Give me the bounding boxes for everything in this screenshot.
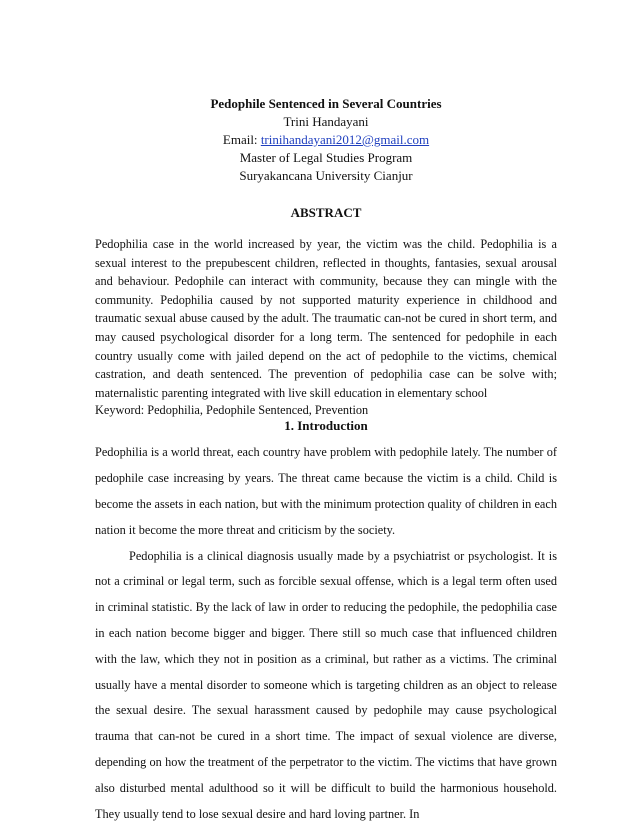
paper-title: Pedophile Sentenced in Several Countries [210,96,442,111]
affiliation-university: Suryakancana University Cianjur [239,168,413,183]
introduction-heading: 1. Introduction [284,418,368,434]
email-label: Email: [222,132,261,147]
author-name: Trini Handayani [283,114,369,129]
introduction-paragraph-2: Pedophilia is a clinical diagnosis usually made by a psychiatrist or psychologist. It is not a criminal or legal term, such as forcible sexual offense, which is a legal term often used in criminal statistic. By the lack of law in order to reducing the pedophile, the pedophilia case in each nation become bigger and bigger. There still so much case that influenced children with the law, which they not in position as a criminal, but rather as a victims. The criminal usually have a mental disorder to someone which is targeting children as an object to release the sexual desire. The sexual harassment caused by pedophile may cause psychological trauma that can-not be cured in a short time. The impact of sexual violence are diverse, depending on how the treatment of the perpetrator to the victim. The victims that have grown also disturbed mental adulthood so it will be difficult to build the harmonious household. They usually tend to lose sexual desire and hard loving partner. In [95,548,557,821]
abstract-body: Pedophilia case in the world increased by year, the victim was the child. Pedophilia is a sexual interest to the prepubescent children, reflected in thoughts, fantasies, sexual arousal and behaviour. Pedophile can interact with community, because they can mingle with the community. Pedophilia caused by not supported maturity experience in childhood and traumatic sexual abuse caused by the adult. The traumatic can-not be cured in short term, and may caused psychological disorder for a long term. The sentenced for pedophile in each country usually come with jailed depend on the act of pedophile to the victims, chemical castration, and death sentenced. The prevention of pedophilia case can be solve with; maternalistic parenting integrated with live skill education in elementary school [95,237,557,400]
introduction-paragraph-1: Pedophilia is a world threat, each country have problem with pedophile lately. The number of pedophile case increasing by years. The threat came because the victim is a child. Child is become the assets in each nation, but with the minimum protection quality of children in each nation it become the more threat and criticism by the society. [95,445,557,537]
keywords-line: Keyword: Pedophilia, Pedophile Sentenced, Prevention [95,403,369,418]
affiliation-program: Master of Legal Studies Program [239,150,413,165]
paper-header [95,95,557,185]
abstract-heading: ABSTRACT [290,205,362,220]
author-email-line [95,131,557,149]
paper-page [95,95,557,827]
email-link[interactable]: trinihandayani2012@gmail.com [260,132,430,147]
